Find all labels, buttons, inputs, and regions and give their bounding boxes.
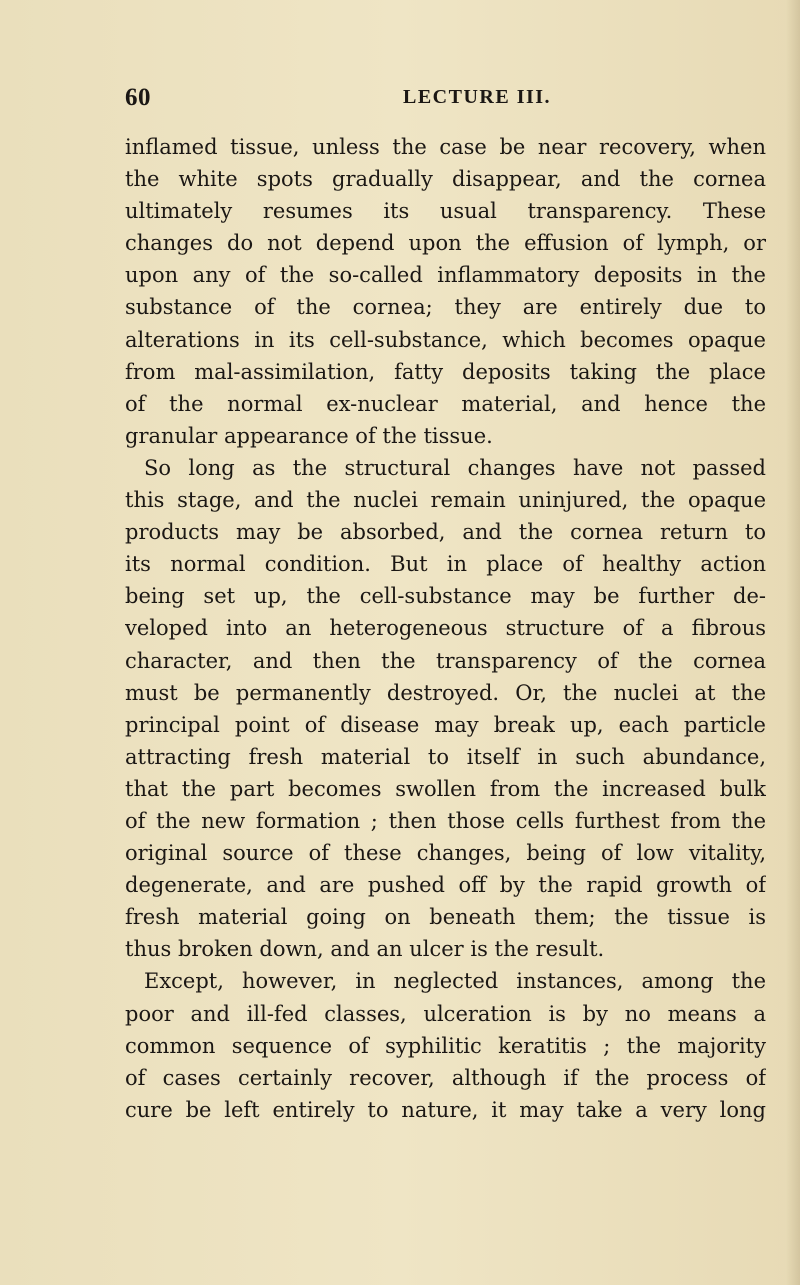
text-line: substance of the cornea; they are entirely due to	[125, 295, 766, 320]
text-line: inflamed tissue, unless the case be near recovery, when	[125, 135, 766, 159]
text-line: of cases certainly recover, although if the process of	[125, 1065, 766, 1090]
text-line: So long as the structural changes have not passed	[144, 455, 766, 480]
text-line: that the part becomes swollen from the increased bulk	[125, 776, 766, 801]
text-line: character, and then the transparency of the cornea	[125, 648, 766, 673]
text-line: degenerate, and are pushed off by the rapid growth of	[125, 873, 766, 898]
text-line: veloped into an heterogeneous structure of a fibrous	[125, 616, 766, 641]
page-edge-shadow	[786, 0, 800, 1285]
page-number: 60	[125, 84, 151, 111]
text-line: upon any of the so-called inflammatory deposits in the	[125, 263, 766, 288]
text-line: being set up, the cell-substance may be further de-	[125, 584, 766, 609]
text-line: of the new formation ; then those cells furthest from the	[125, 808, 766, 833]
body-text	[125, 131, 766, 1126]
text-line: of the normal ex-nuclear material, and hence the	[125, 391, 766, 416]
text-line: products may be absorbed, and the cornea return to	[125, 520, 766, 545]
text-line: thus broken down, and an ulcer is the result.	[125, 937, 605, 962]
running-head: LECTURE III.	[403, 86, 552, 108]
page-header	[0, 84, 800, 116]
text-line: poor and ill-fed classes, ulceration is by no means a	[125, 1001, 766, 1026]
text-line: changes do not depend upon the effusion of lymph, or	[125, 231, 766, 256]
text-line: must be permanently destroyed. Or, the nuclei at the	[125, 680, 766, 705]
text-line: cure be left entirely to nature, it may take a very long	[125, 1097, 766, 1122]
text-line: common sequence of syphilitic keratitis ; the majority	[125, 1033, 766, 1058]
text-line: principal point of disease may break up, each particle	[125, 712, 766, 737]
text-line: Except, however, in neglected instances, among the	[144, 969, 766, 994]
text-line: its normal condition. But in place of healthy action	[125, 552, 766, 577]
text-line: fresh material going on beneath them; the tissue is	[125, 905, 766, 930]
text-line: ultimately resumes its usual transparency. These	[125, 199, 766, 224]
text-line: original source of these changes, being of low vitality,	[125, 841, 766, 866]
text-line: the white spots gradually disappear, and the cornea	[125, 167, 766, 192]
text-line: this stage, and the nuclei remain uninjured, the opaque	[125, 488, 766, 513]
text-line: granular appearance of the tissue.	[125, 423, 493, 448]
text-line: attracting fresh material to itself in such abundance,	[125, 744, 766, 769]
text-line: from mal-assimilation, fatty deposits taking the place	[125, 359, 766, 384]
text-line: alterations in its cell-substance, which becomes opaque	[125, 327, 766, 352]
